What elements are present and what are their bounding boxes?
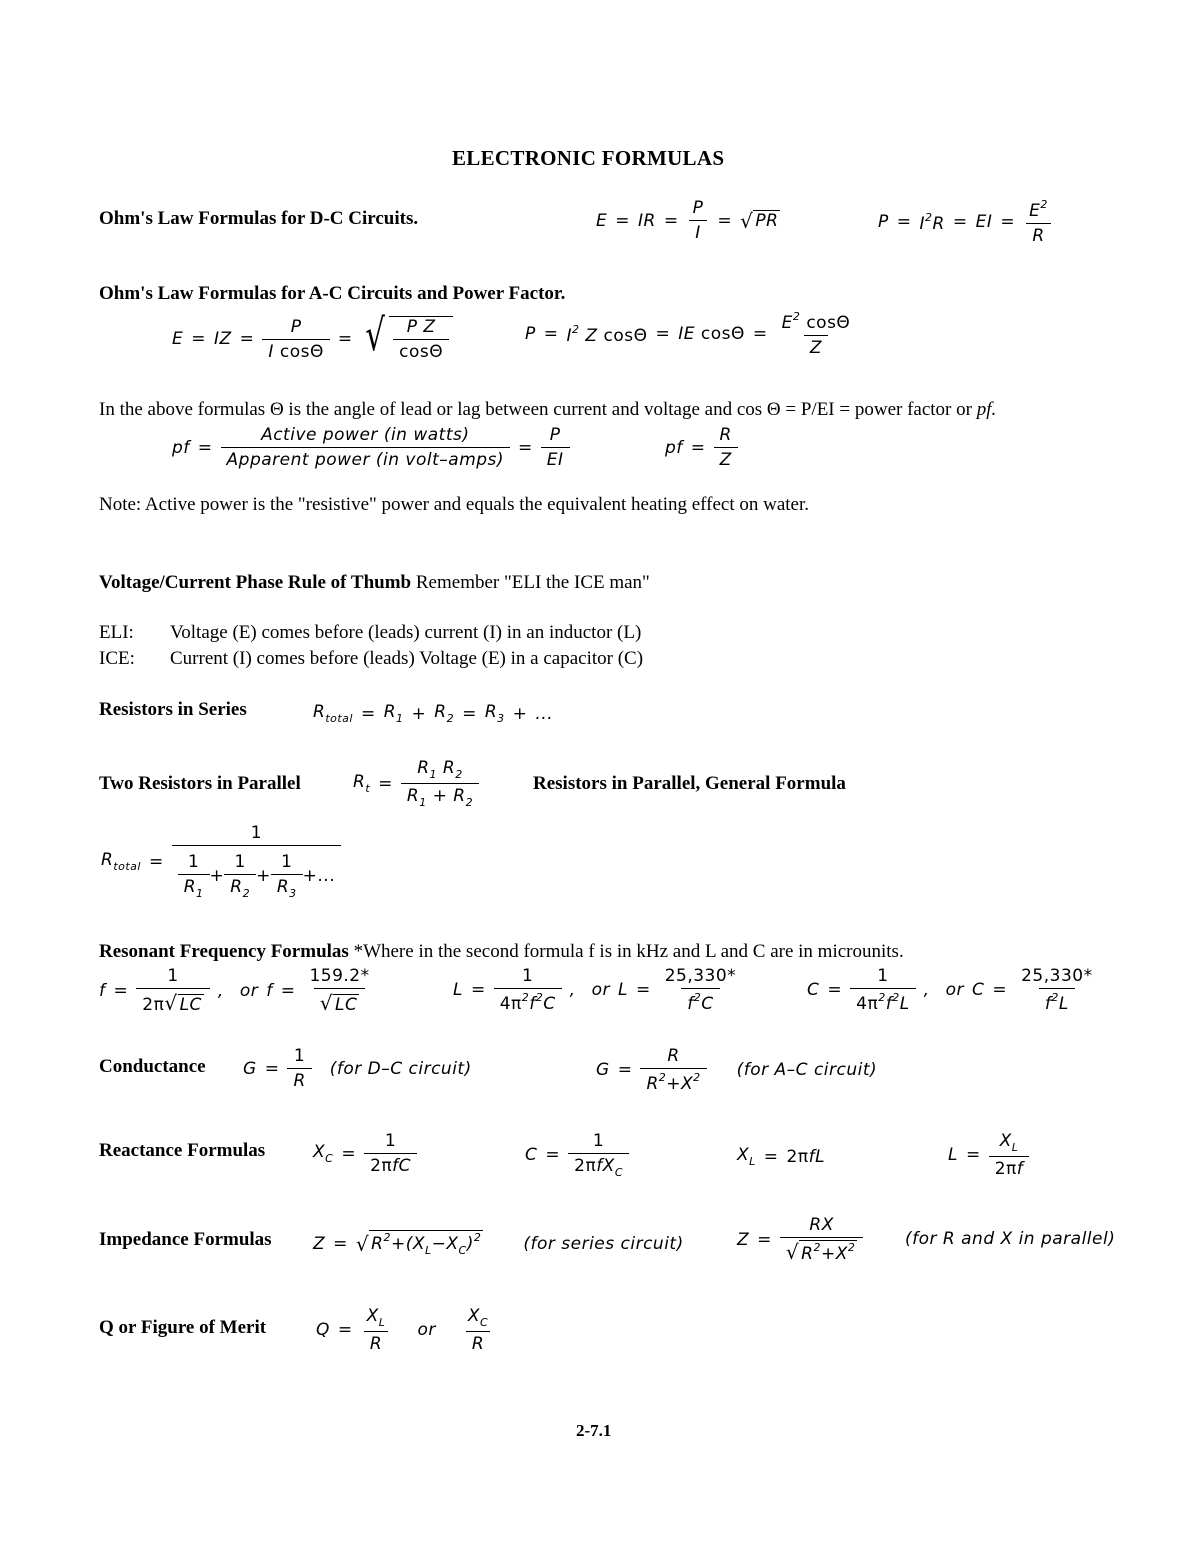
ohm-dc-heading: Ohm's Law Formulas for D-C Circuits. xyxy=(99,208,419,229)
reactance-xc-formula: $X_C$ = $\frac{1}{\text{2πfC}}$ xyxy=(313,1131,417,1176)
resonant-f-formula: f = $\frac{1}{2\pi√ LC}$ , or f = $\frac{159.2*}{√ LC}$ xyxy=(99,966,370,1015)
ohm-ac-voltage-formula: E = IZ = $\frac{P}{\text{I cosΘ}}$ = √ $\frac{\text{P Z}}{\cos\Theta}$ xyxy=(172,316,453,362)
impedance-parallel-note: (for R and X in parallel) xyxy=(905,1229,1116,1249)
ohm-ac-power-formula: P = $I^2$ Z cosΘ = IE cosΘ = $\frac{E^2 \cos\Theta}{Z}$ xyxy=(525,310,851,358)
resonant-line: Resonant Frequency Formulas *Where in the second formula f is in kHz and L and C are in microunits. xyxy=(99,941,904,962)
page-title: ELECTRONIC FORMULAS xyxy=(452,146,725,170)
general-parallel-heading: Resistors in Parallel, General Formula xyxy=(533,773,846,794)
phase-rule-line: Voltage/Current Phase Rule of Thumb Remember "ELI the ICE man" xyxy=(99,572,650,593)
power-factor-note: In the above formulas Θ is the angle of lead or lag between current and voltage and cos Θ = P/EI = power factor or pf. xyxy=(99,399,997,420)
reactance-c-formula: C = $\frac{1}{2\pi fX_C}$ xyxy=(525,1131,629,1179)
two-parallel-formula: $R_t$ = $\frac{R_1 R_2}{R_1 + R_2}$ xyxy=(353,758,479,809)
conductance-heading: Conductance xyxy=(99,1056,206,1077)
eli-label: ELI: xyxy=(99,622,134,643)
resistors-series-heading: Resistors in Series xyxy=(99,699,247,720)
reactance-heading: Reactance Formulas xyxy=(99,1140,266,1161)
q-merit-formula: Q = $\frac{X_L}{R}$ or $\frac{X_C}{R}$ xyxy=(316,1306,489,1354)
ohm-ac-heading: Ohm's Law Formulas for A-C Circuits and Power Factor. xyxy=(99,283,566,304)
conductance-ac-formula: G = $\frac{R}{R^2+X^2}$ (for A–C circuit) xyxy=(596,1046,878,1094)
resonant-l-formula: L = $\frac{1}{4\pi^2f^2C}$ , or L = $\frac{25,330*}{f^2C}$ xyxy=(453,966,737,1014)
conductance-dc-formula: G = $\frac{1}{R}$ (for D–C circuit) xyxy=(243,1046,472,1091)
impedance-heading: Impedance Formulas xyxy=(99,1229,272,1250)
power-factor-rz-formula: pf = $\frac{R}{Z}$ xyxy=(665,425,738,470)
ice-text: Current (I) comes before (leads) Voltage (E) in a capacitor (C) xyxy=(170,648,644,669)
general-parallel-formula: $R_{total}$ = 1 $\frac{1}{R_1}$ + $\frac{1}{R_2}$ + $\frac{1}{R_3}$ +... xyxy=(101,823,341,900)
impedance-series-formula: Z = √ $R^2+(X_L-X_C)^2$ (for series circuit) xyxy=(313,1231,684,1257)
page-number: 2-7.1 xyxy=(576,1421,612,1440)
reactance-l-formula: L = $\frac{X_L}{2\pi f}$ xyxy=(948,1131,1029,1179)
ice-label: ICE: xyxy=(99,648,135,669)
two-parallel-heading: Two Resistors in Parallel xyxy=(99,773,301,794)
eli-text: Voltage (E) comes before (leads) current (I) in an inductor (L) xyxy=(170,622,642,643)
power-factor-formula: pf = $\frac{\text{Active power (in watts)}}{\text{Apparent power (in volt–amps)}}$ = $\frac{P}{EI}$ xyxy=(172,425,570,470)
impedance-parallel-formula: Z = $\frac{RX}{√ R^2+X^2}$ xyxy=(737,1215,863,1264)
resistors-series-formula: $R_{total}$ = $R_1$ + $R_2$ = $R_3$ + ... xyxy=(313,702,554,725)
ohm-dc-power-formula: P = $I^2R$ = EI = $\frac{E^2}{R}$ xyxy=(878,198,1054,246)
active-power-note: Note: Active power is the "resistive" power and equals the equivalent heating effect on water. xyxy=(99,494,810,515)
resonant-c-formula: C = $\frac{1}{4\pi^2f^2L}$ , or C = $\frac{25,330*}{f^2L}$ xyxy=(807,966,1093,1014)
ohm-dc-voltage-formula: E = IR = $\frac{P}{I}$ = √ PR xyxy=(596,198,779,243)
q-merit-heading: Q or Figure of Merit xyxy=(99,1317,267,1338)
reactance-xl-formula: $X_L$ = 2πfL xyxy=(737,1145,826,1168)
